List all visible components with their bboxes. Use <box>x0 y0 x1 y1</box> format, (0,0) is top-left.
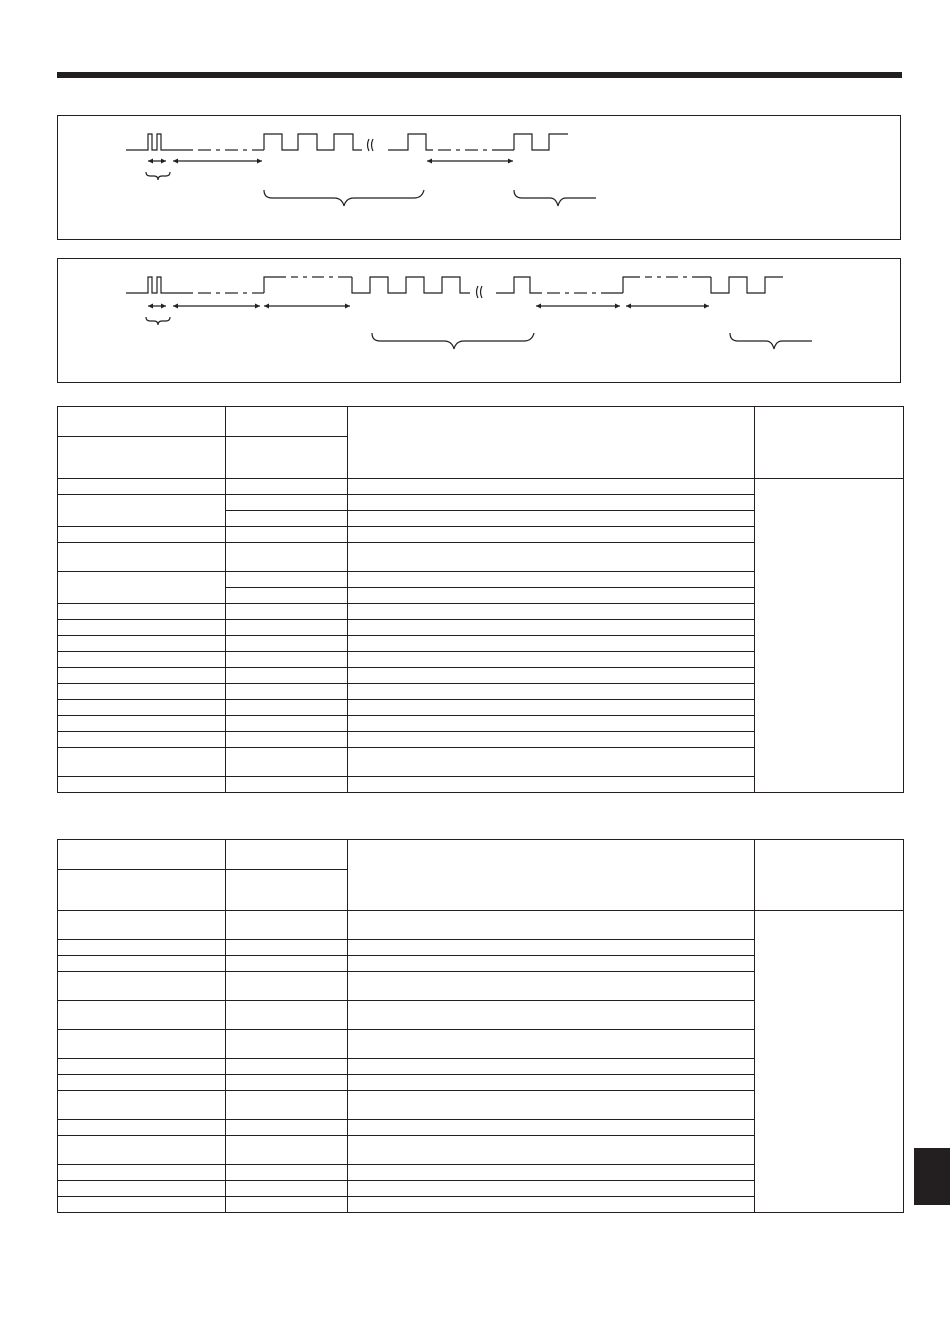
table-cell <box>226 700 348 716</box>
data-pulses-2 <box>711 277 783 293</box>
table-cell <box>58 636 226 652</box>
table-cell <box>348 588 755 604</box>
table-cell <box>226 511 348 527</box>
table-cell <box>226 684 348 700</box>
table-cell <box>226 588 348 604</box>
table-cell <box>58 543 226 572</box>
table-cell <box>226 572 348 588</box>
table-cell <box>58 911 226 940</box>
table-2 <box>57 839 904 1213</box>
table-cell <box>58 748 226 777</box>
table-cell <box>348 1120 755 1136</box>
table-cell <box>58 1075 226 1091</box>
t1-h-col1-row1 <box>58 407 226 437</box>
table-cell <box>348 636 755 652</box>
start-pulse <box>126 134 193 150</box>
table-cell <box>58 652 226 668</box>
table-cell <box>226 911 348 940</box>
t1-h-col3 <box>348 407 755 479</box>
data-pulses-3 <box>514 134 568 150</box>
start-pulse <box>126 277 193 293</box>
table-cell <box>226 636 348 652</box>
table-cell <box>58 479 226 495</box>
table-cell <box>226 956 348 972</box>
table-cell <box>226 652 348 668</box>
table-cell <box>348 911 755 940</box>
table-cell <box>348 1091 755 1120</box>
table-cell <box>58 620 226 636</box>
table-cell <box>348 748 755 777</box>
t2-h-col3 <box>348 840 755 911</box>
table-cell <box>226 777 348 793</box>
timing-diagram-panel-2 <box>57 258 901 383</box>
t2-h-col2-row2 <box>226 870 348 911</box>
table-cell <box>58 572 226 604</box>
timing-diagram-panel-1 <box>57 115 901 240</box>
table-cell <box>226 1091 348 1120</box>
table-cell <box>226 527 348 543</box>
table-cell <box>58 1030 226 1059</box>
table-cell <box>348 652 755 668</box>
table-cell <box>226 479 348 495</box>
table-cell <box>348 1030 755 1059</box>
table-cell <box>58 700 226 716</box>
section-tab <box>914 1148 950 1205</box>
t2-h-col2-row1 <box>226 840 348 870</box>
table-cell <box>348 495 755 511</box>
break-mark <box>368 139 374 151</box>
table-cell <box>226 716 348 732</box>
table-cell <box>226 1075 348 1091</box>
table-cell <box>58 527 226 543</box>
table-cell <box>226 543 348 572</box>
table-cell <box>348 940 755 956</box>
table-cell <box>348 604 755 620</box>
table-cell <box>226 1197 348 1213</box>
table-cell <box>58 972 226 1001</box>
table-cell <box>348 479 755 495</box>
table-cell <box>58 1136 226 1165</box>
table-cell <box>226 1181 348 1197</box>
top-rule <box>57 72 902 78</box>
table-cell <box>226 1136 348 1165</box>
table-cell <box>226 972 348 1001</box>
table-cell <box>348 684 755 700</box>
table-cell <box>348 777 755 793</box>
table-cell <box>58 495 226 527</box>
table-cell <box>226 1001 348 1030</box>
timing-diagram-2 <box>58 259 902 384</box>
table-cell <box>348 620 755 636</box>
table-cell <box>226 1030 348 1059</box>
table-cell <box>58 684 226 700</box>
table-cell <box>348 732 755 748</box>
table-cell <box>58 668 226 684</box>
break-mark <box>477 286 483 298</box>
table-cell <box>348 716 755 732</box>
table-cell <box>226 1165 348 1181</box>
timing-diagram-1 <box>58 116 902 241</box>
table-cell <box>58 1091 226 1120</box>
t1-h-col4 <box>755 407 904 479</box>
table-cell <box>58 1197 226 1213</box>
table-cell <box>58 1181 226 1197</box>
table-cell <box>348 527 755 543</box>
table-cell <box>226 1120 348 1136</box>
table-cell <box>58 1120 226 1136</box>
table-cell <box>58 1165 226 1181</box>
t1-merged-col4 <box>755 479 904 793</box>
table-cell <box>226 668 348 684</box>
table-cell <box>348 1181 755 1197</box>
table-cell <box>348 1075 755 1091</box>
table-cell <box>348 700 755 716</box>
table-cell <box>348 1165 755 1181</box>
t1-h-col2-row1 <box>226 407 348 437</box>
table-cell <box>226 620 348 636</box>
t1-h-col1-row2 <box>58 437 226 479</box>
table-cell <box>58 604 226 620</box>
table-cell <box>348 543 755 572</box>
t2-h-col1-row2 <box>58 870 226 911</box>
table-cell <box>58 777 226 793</box>
table-cell <box>58 732 226 748</box>
table-cell <box>58 716 226 732</box>
table-cell <box>348 956 755 972</box>
table-1 <box>57 406 904 793</box>
t2-h-col4 <box>755 840 904 911</box>
table-cell <box>348 572 755 588</box>
table-cell <box>348 1059 755 1075</box>
table-cell <box>226 732 348 748</box>
t2-merged-col4 <box>755 911 904 1213</box>
t2-h-col1-row1 <box>58 840 226 870</box>
table-cell <box>348 972 755 1001</box>
data-pulses-1 <box>264 134 362 150</box>
t1-h-col2-row2 <box>226 437 348 479</box>
table-cell <box>226 495 348 511</box>
data-pulses-1 <box>352 277 470 293</box>
table-cell <box>348 1136 755 1165</box>
table-cell <box>58 1059 226 1075</box>
table-cell <box>226 940 348 956</box>
table-cell <box>226 1059 348 1075</box>
table-cell <box>226 604 348 620</box>
table-cell <box>226 748 348 777</box>
table-cell <box>348 1197 755 1213</box>
table-cell <box>58 940 226 956</box>
table-cell <box>348 1001 755 1030</box>
table-cell <box>348 511 755 527</box>
table-cell <box>58 1001 226 1030</box>
data-pulses-2 <box>388 134 433 150</box>
table-cell <box>348 668 755 684</box>
table-cell <box>58 956 226 972</box>
